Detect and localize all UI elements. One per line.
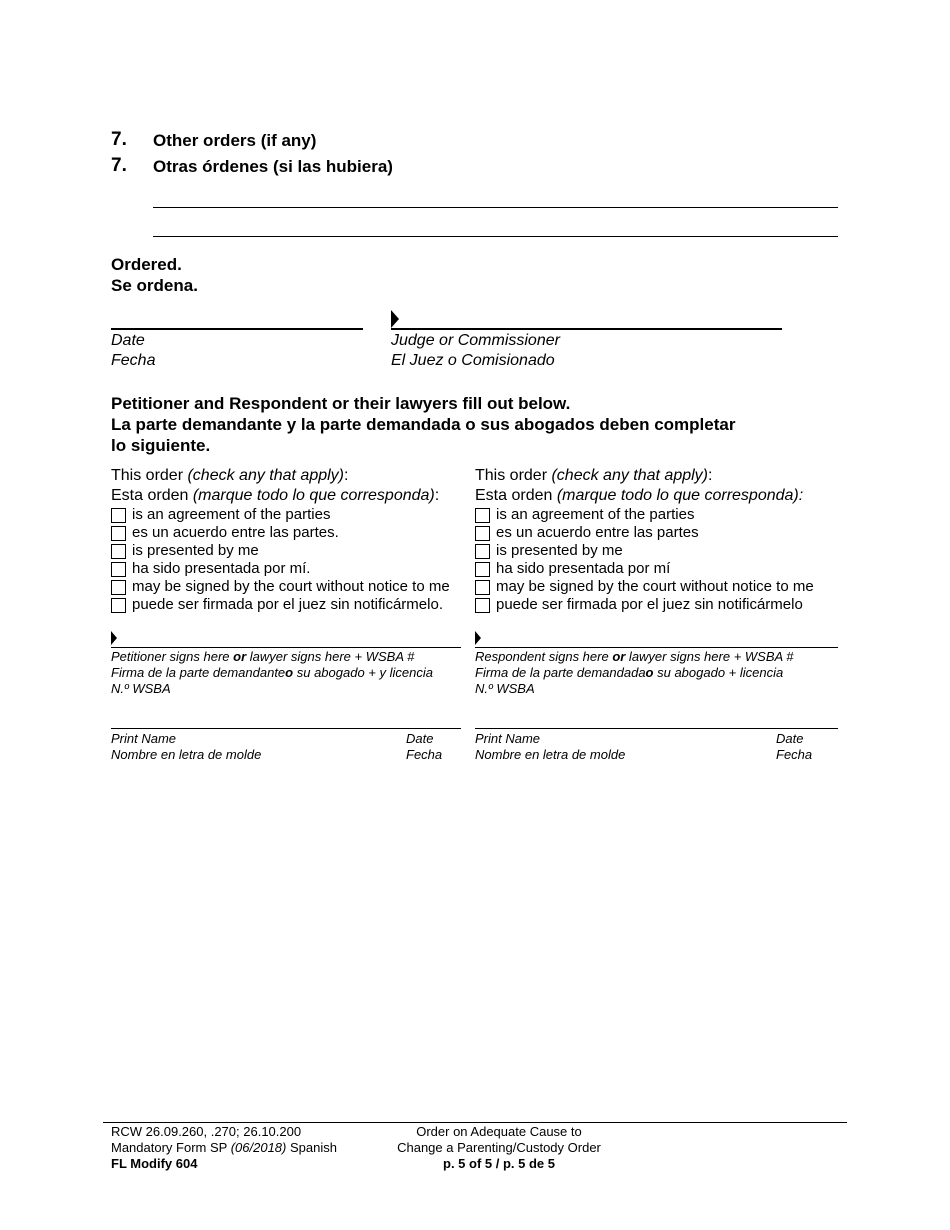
- sign-here-arrow-icon: [391, 310, 399, 328]
- respondent-option-no-notice-es[interactable]: puede ser firmada por el juez sin notificármelo: [475, 596, 845, 614]
- respondent-date-label: Date Fecha: [776, 731, 813, 762]
- checkbox[interactable]: [111, 526, 126, 541]
- checkbox[interactable]: [111, 580, 126, 595]
- petitioner-option-presented-es[interactable]: ha sido presentada por mí.: [111, 560, 466, 578]
- petitioner-option-no-notice[interactable]: may be signed by the court without notice to me: [111, 578, 466, 596]
- respondent-option-presented-es[interactable]: ha sido presentada por mí: [475, 560, 845, 578]
- section-number-es: 7.: [111, 155, 127, 176]
- date-label-en: Date: [111, 332, 145, 349]
- checkbox[interactable]: [475, 526, 490, 541]
- section-title-en: Other orders (if any): [153, 131, 317, 150]
- checkbox[interactable]: [111, 508, 126, 523]
- parties-heading-line3: lo siguiente.: [111, 436, 211, 455]
- respondent-sign-arrow-icon: [475, 631, 481, 645]
- petitioner-date-label: Date Fecha: [406, 731, 443, 762]
- footer-page: p. 5 of 5 / p. 5 de 5: [443, 1156, 555, 1171]
- respondent-option-agreement-es[interactable]: es un acuerdo entre las partes: [475, 524, 845, 542]
- petitioner-print-name-line[interactable]: [111, 728, 461, 729]
- respondent-print-name-line[interactable]: [475, 728, 838, 729]
- checkbox[interactable]: [111, 544, 126, 559]
- checkbox[interactable]: [111, 598, 126, 613]
- judge-signature-line[interactable]: [391, 328, 782, 330]
- checkbox[interactable]: [475, 544, 490, 559]
- petitioner-intro-es: Esta orden (marque todo lo que corresponda):: [111, 487, 440, 504]
- petitioner-option-agreement-es[interactable]: es un acuerdo entre las partes.: [111, 524, 466, 542]
- other-orders-line-2[interactable]: [153, 236, 838, 237]
- respondent-option-agreement[interactable]: is an agreement of the parties: [475, 506, 845, 524]
- petitioner-options: [111, 466, 466, 614]
- respondent-option-no-notice[interactable]: may be signed by the court without notice to me: [475, 578, 845, 596]
- petitioner-option-agreement[interactable]: is an agreement of the parties: [111, 506, 466, 524]
- parties-heading: [111, 393, 831, 456]
- section-title-es: Otras órdenes (si las hubiera): [153, 157, 393, 176]
- checkbox[interactable]: [475, 508, 490, 523]
- petitioner-intro-en: This order (check any that apply):: [111, 467, 349, 484]
- ordered-en: Ordered.: [111, 255, 182, 274]
- respondent-print-name-label: Print Name Nombre en letra de molde: [475, 731, 626, 762]
- footer-title-2: Change a Parenting/Custody Order: [397, 1140, 601, 1155]
- petitioner-signature-label: Petitioner signs here or lawyer signs here + WSBA # Firma de la parte demandanteo su abogado + y licencia N.º WSBA: [111, 649, 433, 696]
- petitioner-option-presented[interactable]: is presented by me: [111, 542, 466, 560]
- judge-label-es: El Juez o Comisionado: [391, 352, 555, 369]
- other-orders-line-1[interactable]: [153, 207, 838, 208]
- respondent-signature-label: Respondent signs here or lawyer signs here + WSBA # Firma de la parte demandadao su abogado + licencia N.º WSBA: [475, 649, 794, 696]
- date-signature-line[interactable]: [111, 328, 363, 330]
- footer-left: [111, 1124, 337, 1172]
- footer-title-1: Order on Adequate Cause to: [416, 1124, 582, 1139]
- footer-form: Mandatory Form SP (06/2018) Spanish: [111, 1140, 337, 1155]
- checkbox[interactable]: [475, 598, 490, 613]
- date-label-es: Fecha: [111, 352, 156, 369]
- judge-label-en: Judge or Commissioner: [391, 332, 560, 349]
- parties-heading-line1: Petitioner and Respondent or their lawyers fill out below.: [111, 394, 571, 413]
- respondent-option-presented[interactable]: is presented by me: [475, 542, 845, 560]
- petitioner-option-no-notice-es[interactable]: puede ser firmada por el juez sin notificármelo.: [111, 596, 466, 614]
- respondent-options: [475, 466, 845, 614]
- respondent-intro-es: Esta orden (marque todo lo que corresponda):: [475, 487, 804, 504]
- section-number-en: 7.: [111, 129, 127, 150]
- footer-form-id: FL Modify 604: [111, 1156, 198, 1171]
- petitioner-sign-arrow-icon: [111, 631, 117, 645]
- ordered-es: Se ordena.: [111, 276, 198, 295]
- petitioner-signature-line[interactable]: [111, 647, 461, 648]
- checkbox[interactable]: [111, 562, 126, 577]
- checkbox[interactable]: [475, 562, 490, 577]
- footer-rcw: RCW 26.09.260, .270; 26.10.200: [111, 1124, 302, 1139]
- parties-heading-line2: La parte demandante y la parte demandada o sus abogados deben completar: [111, 415, 736, 434]
- respondent-intro-en: This order (check any that apply):: [475, 467, 713, 484]
- footer-rule: [103, 1122, 847, 1123]
- footer-center: [370, 1124, 628, 1172]
- petitioner-print-name-label: Print Name Nombre en letra de molde: [111, 731, 262, 762]
- checkbox[interactable]: [475, 580, 490, 595]
- respondent-signature-line[interactable]: [475, 647, 838, 648]
